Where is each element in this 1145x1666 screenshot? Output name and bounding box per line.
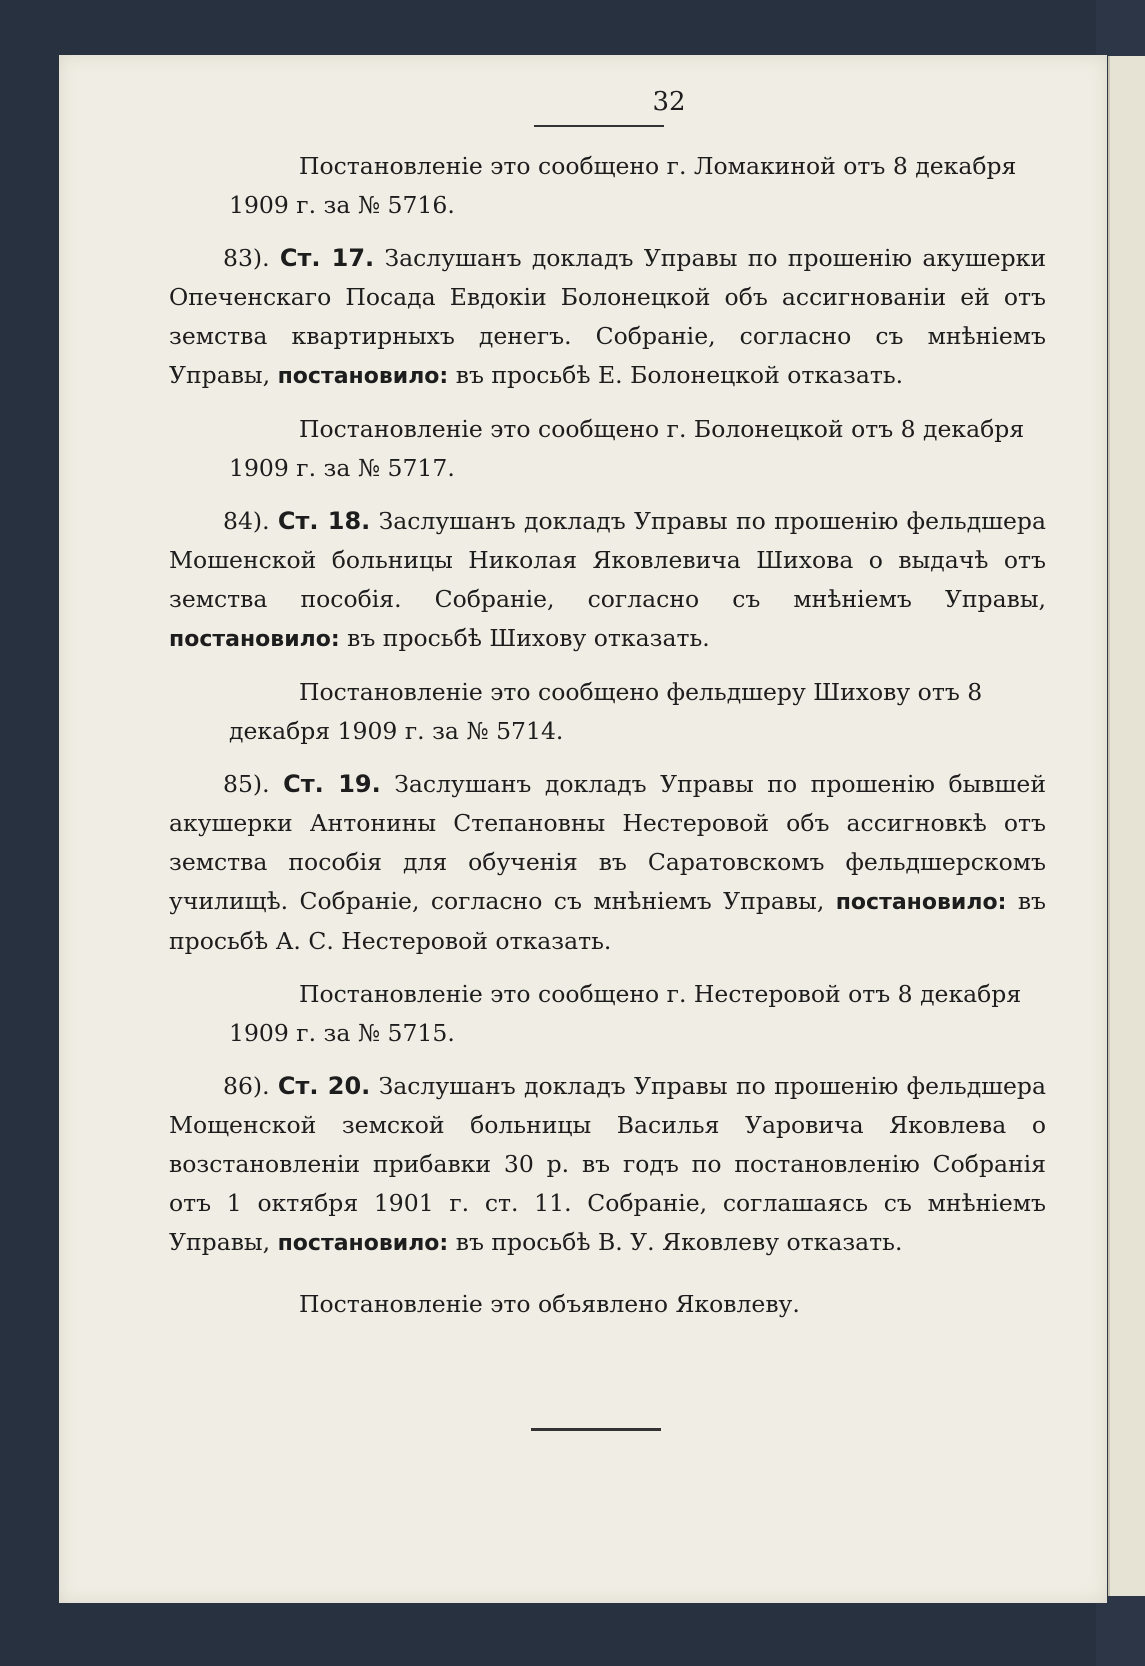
article-number: Ст. 19. <box>283 770 381 798</box>
item-85 <box>169 765 1046 961</box>
document-page <box>59 55 1107 1603</box>
resolution-keyword: постановило: <box>835 890 1007 915</box>
note-line: декабря 1909 г. за № 5714. <box>229 717 564 745</box>
article-number: Ст. 17. <box>279 244 375 272</box>
note-line: Постановленіе это сообщено г. Ломакиной отъ 8 декабря <box>299 152 1017 180</box>
resolution-note <box>169 975 1046 1053</box>
item-number: 85). <box>223 770 270 798</box>
item-text: Заслушанъ докладъ Управы по прошенію фельдшера Мощенской земской больницы Василья Уаровича Яковлева о возстановленіи прибавки 30 р. въ годъ по постановленію Собранія отъ 1 октября 1901 г. ст. 11. Собраніе, соглашаясь съ мнѣніемъ Управы, <box>169 1072 1046 1256</box>
resolution-note <box>169 1285 1046 1324</box>
item-84 <box>169 502 1046 659</box>
item-text: въ просьбѣ Шихову отказать. <box>347 624 710 652</box>
item-text: Заслушанъ докладъ Управы по прошенію бывшей акушерки Антонины Степановны Нестеровой объ ассигновкѣ отъ земства пособія для обученія въ Саратовскомъ фельдшерскомъ училищѣ. Собраніе, согласно съ мнѣніемъ Управы, <box>169 770 1046 915</box>
item-text: Заслушанъ докладъ Управы по прошенію акушерки Опеченскаго Посада Евдокіи Болонецкой объ ассигнованіи ей отъ земства квартирныхъ денегъ. Собраніе, согласно съ мнѣніемъ Управы, <box>169 244 1046 389</box>
item-number: 86). <box>223 1072 270 1100</box>
resolution-keyword: постановило: <box>277 1231 449 1256</box>
article-number: Ст. 18. <box>277 507 371 535</box>
item-86 <box>169 1067 1046 1263</box>
article-number: Ст. 20. <box>277 1072 371 1100</box>
item-83 <box>169 239 1046 396</box>
resolution-note <box>169 673 1046 751</box>
note-line: 1909 г. за № 5716. <box>229 191 455 219</box>
header-rule <box>534 125 664 127</box>
item-number: 83). <box>223 244 270 272</box>
note-line: Постановленіе это сообщено г. Болонецкой отъ 8 декабря <box>299 415 1025 443</box>
item-text: въ просьбѣ Е. Болонецкой отказать. <box>455 361 904 389</box>
note-line: 1909 г. за № 5715. <box>229 1019 455 1047</box>
note-line: Постановленіе это объявлено Яковлеву. <box>299 1290 800 1318</box>
note-line: 1909 г. за № 5717. <box>229 454 455 482</box>
resolution-note <box>169 410 1046 488</box>
resolution-keyword: постановило: <box>169 627 340 652</box>
page-number: 32 <box>652 87 686 117</box>
page-body <box>169 147 1046 1338</box>
end-rule <box>531 1428 661 1431</box>
resolution-note <box>169 147 1046 225</box>
note-line: Постановленіе это сообщено фельдшеру Шихову отъ 8 <box>299 678 983 706</box>
resolution-keyword: постановило: <box>277 364 449 389</box>
item-text: Заслушанъ докладъ Управы по прошенію фельдшера Мошенской больницы Николая Яковлевича Шихова о выдачѣ отъ земства пособія. Собраніе, согласно съ мнѣніемъ Управы, <box>169 507 1046 613</box>
item-number: 84). <box>223 507 270 535</box>
item-text: въ просьбѣ В. У. Яковлеву отказать. <box>455 1228 903 1256</box>
note-line: Постановленіе это сообщено г. Нестеровой отъ 8 декабря <box>299 980 1022 1008</box>
item-text: въ просьбѣ А. С. Нестеровой отказать. <box>169 887 1046 955</box>
next-page-edge <box>1108 56 1145 1596</box>
